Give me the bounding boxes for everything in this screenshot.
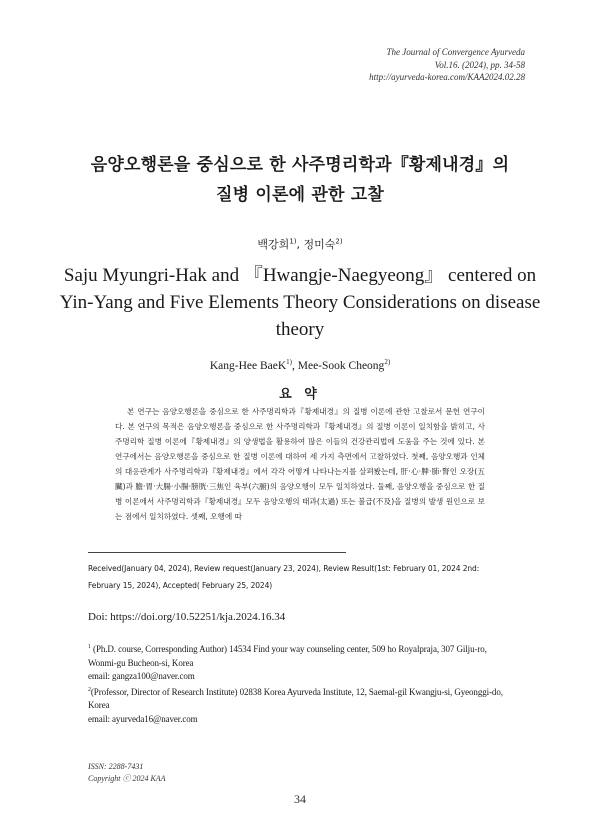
author-mark-1: 1)	[289, 237, 297, 246]
korean-title	[40, 150, 560, 210]
korean-author-2: 정미숙	[303, 238, 336, 251]
received-dates	[88, 560, 518, 594]
english-author-1: Kang-Hee BaeK	[209, 359, 287, 372]
doi-link[interactable]: Doi: https://doi.org/10.52251/kja.2024.16.34	[88, 611, 286, 623]
abstract-heading: 요 약	[279, 387, 321, 402]
footnote-2-text: (Professor, Director of Research Institute) 02838 Korea Ayurveda Institute, 12, Saemal-gil Kwangju-si, Gyeonggi-do, Korea	[88, 686, 503, 710]
footnote-2	[88, 684, 513, 713]
abstract-body: 본 연구는 음양오행론을 중심으로 한 사주명리학과『황제내경』의 질병 이론에 관한 고찰로서 문헌 연구이다. 본 연구의 목적은 음양오행론을 중심으로 한 사주명리학과『황제내경』의 질병 이론이 일치함을 밝히고, 사주명리학 질병 이론에『황제내경』의 양생법을 활용하여 많은 이들의 건강관리법에 도움을 주는 것에 있다. 본 연구에서는 음양오행론을 중심으로 한 질병 이론에 대하여 세 가지 측면에서 고찰하였다. 첫째, 음양오행과 인체의 대응관계가 사주명리학과『황제내경』에서 각각 어떻게 나타나는지를 살펴봤는데, 肝·心·脾·肺·腎인 오장(五臟)과 膽·胃·大腸·小腸·膀胱·三焦인 육부(六腑)의 음양오행이 모두 일치하였다. 둘째, 음양오행을 중심으로 한 질병 이론에서 사주명리학과『황제내경』모두 음양오행의 태과(太過) 또는 불급(不及)을 질병의 발생 원인으로 보는 점에서 일치하였다. 셋째, 오행에 따	[115, 407, 485, 521]
journal-volume: Vol.16. (2024), pp. 34-58	[434, 59, 525, 70]
received-line1: Received(January 04, 2024), Review request(January 23, 2024), Review Result(1st: February 01, 2024 2nd:	[88, 564, 480, 573]
footnote-1	[88, 641, 513, 670]
footnote-1-text: (Ph.D. course, Corresponding Author) 14534 Find your way counseling center, 509 ho Royalpraja, 307 Gilju-ro, Wonmi-gu Bucheon-si, Korea	[88, 644, 487, 668]
journal-header	[185, 46, 525, 84]
journal-url: http://ayurveda-korea.com/KAA2024.02.28	[369, 72, 525, 82]
english-author-mark-2: 2)	[384, 358, 391, 366]
footnote-2-mark: 2	[88, 686, 91, 693]
footnote-2-email[interactable]: email: ayurveda16@naver.com	[88, 713, 198, 724]
received-line2: February 15, 2024), Accepted( February 25, 2024)	[88, 581, 273, 590]
english-title-line3: theory	[275, 319, 325, 340]
page-number: 34	[294, 792, 306, 806]
english-title	[50, 262, 550, 343]
footnote-1-email[interactable]: email: gangza100@naver.com	[88, 671, 195, 681]
korean-authors	[40, 236, 560, 252]
english-authors	[40, 358, 560, 372]
copyright: Copyright ⓒ 2024 KAA	[88, 774, 166, 783]
korean-author-1: 백강희	[257, 238, 290, 251]
korean-title-line2: 질병 이론에 관한 고찰	[216, 185, 384, 205]
footnote-divider	[88, 552, 346, 553]
footnote-1-mark: 1	[88, 644, 91, 650]
english-title-line1: Saju Myungri-Hak and 『Hwangje-Naegyeong』 centered on	[63, 265, 537, 286]
english-title-line2: Yin-Yang and Five Elements Theory Considerations on disease	[59, 292, 541, 313]
english-author-mark-1: 1)	[286, 358, 292, 366]
english-author-2: , Mee-Sook Cheong	[292, 359, 385, 372]
issn: ISSN: 2288-7431	[88, 762, 144, 771]
author-footnotes	[88, 641, 513, 726]
korean-title-line1: 음양오행론을 중심으로 한 사주명리학과『황제내경』의	[90, 155, 510, 175]
author-separator: ,	[296, 238, 304, 251]
journal-name: The Journal of Convergence Ayurveda	[386, 47, 525, 57]
issn-block	[88, 761, 288, 785]
author-mark-2: 2)	[335, 237, 343, 246]
